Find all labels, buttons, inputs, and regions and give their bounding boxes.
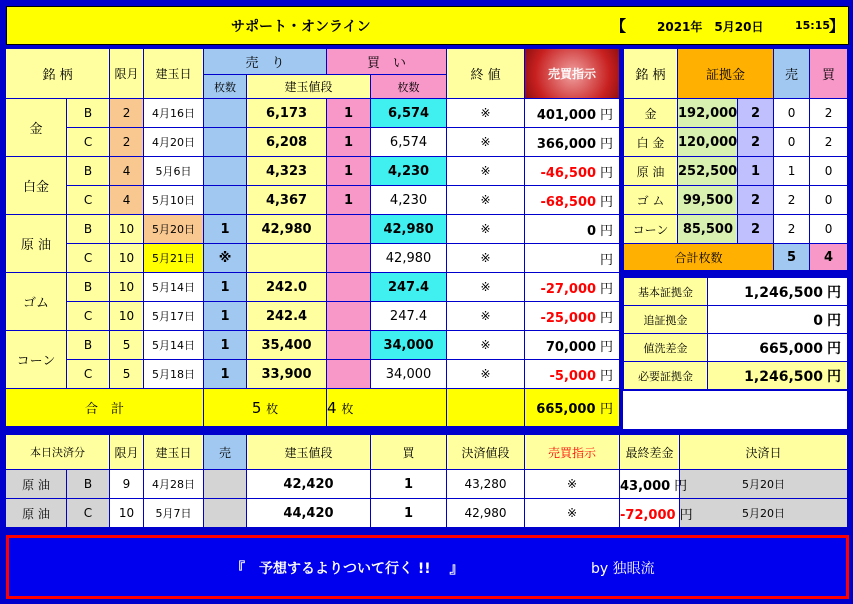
- position-date: 5月17日: [144, 302, 204, 331]
- settle-header-uri: 売: [204, 435, 247, 470]
- settle-name: 原 油: [6, 499, 67, 528]
- yen-unit: 円: [600, 136, 614, 152]
- settle-mark[interactable]: ※: [525, 470, 620, 499]
- position-close: 4,230: [371, 157, 447, 186]
- position-diff: [525, 186, 620, 215]
- position-sell-count: 1: [204, 273, 247, 302]
- position-buy-count: [327, 244, 371, 273]
- position-row: [6, 360, 620, 389]
- position-sell-count: 1: [204, 360, 247, 389]
- position-sell-count: [204, 157, 247, 186]
- total-diff-value: 665,000: [536, 402, 596, 417]
- position-price: 33,900: [247, 360, 327, 389]
- position-month: 5: [110, 331, 144, 360]
- header-tategyokubi: 建玉日: [144, 49, 204, 99]
- position-mark[interactable]: ※: [447, 360, 525, 389]
- position-mark[interactable]: ※: [447, 157, 525, 186]
- settle-price: 42,420: [247, 470, 371, 499]
- position-month: 4: [110, 157, 144, 186]
- position-diff-value: -27,000: [540, 281, 597, 297]
- margin-buy: 0: [810, 157, 848, 186]
- position-type: B: [67, 215, 110, 244]
- margin-buy: 0: [810, 215, 848, 244]
- margin-count: 2: [738, 215, 774, 244]
- group-name: 金: [6, 99, 67, 157]
- settle-header-kessai-nedan: 決済値段: [447, 435, 525, 470]
- total-sell-count: 5: [251, 398, 262, 417]
- position-diff: [525, 302, 620, 331]
- settle-date: 5月7日: [144, 499, 204, 528]
- position-diff: [525, 157, 620, 186]
- position-month: 10: [110, 215, 144, 244]
- positions-table: [5, 48, 620, 427]
- margin-count: 1: [738, 157, 774, 186]
- position-close: 4,230: [371, 186, 447, 215]
- position-date: 5月20日: [144, 215, 204, 244]
- position-row: [6, 128, 620, 157]
- summary-row: [624, 306, 848, 334]
- position-close: 34,000: [371, 360, 447, 389]
- position-mark[interactable]: ※: [447, 302, 525, 331]
- settle-price: 44,420: [247, 499, 371, 528]
- position-row: [6, 331, 620, 360]
- margin-table: [623, 48, 848, 271]
- position-type: B: [67, 273, 110, 302]
- margin-buy: 2: [810, 128, 848, 157]
- settle-sdate: 5月20日: [680, 470, 848, 499]
- total-buy: [327, 389, 447, 427]
- position-type: C: [67, 186, 110, 215]
- summary-value-number: 0: [813, 312, 823, 329]
- date-display: 2021年 5月20日: [657, 20, 764, 34]
- position-diff-value: 70,000: [545, 339, 597, 355]
- yen-unit: 円: [600, 368, 614, 384]
- total-buy-count: 4: [327, 398, 337, 417]
- summary-value-number: 665,000: [759, 340, 823, 357]
- position-row: [6, 186, 620, 215]
- summary-blank: [623, 391, 847, 429]
- right-header-meigara: 銘 柄: [624, 49, 678, 99]
- right-header-uri: 売: [774, 49, 810, 99]
- position-price: 6,208: [247, 128, 327, 157]
- position-buy-count: [327, 331, 371, 360]
- summary-value-number: 1,246,500: [744, 368, 823, 385]
- settle-header-baibai-shiji: 売買指示: [525, 435, 620, 470]
- group-name: 原 油: [6, 215, 67, 273]
- position-price: 35,400: [247, 331, 327, 360]
- position-close: 6,574: [371, 99, 447, 128]
- position-diff-value: -68,500: [540, 194, 597, 210]
- position-month: 4: [110, 186, 144, 215]
- position-date: 4月16日: [144, 99, 204, 128]
- footer-by: by 独眼流: [591, 561, 655, 577]
- margin-name: 金: [624, 99, 678, 128]
- settle-name: 原 油: [6, 470, 67, 499]
- position-close: 247.4: [371, 302, 447, 331]
- position-price: 4,367: [247, 186, 327, 215]
- margin-row: [624, 157, 848, 186]
- position-buy-count: [327, 273, 371, 302]
- summary-label: 必要証拠金: [624, 362, 708, 390]
- position-buy-count: 1: [327, 128, 371, 157]
- yen-unit: 円: [674, 478, 688, 494]
- margin-sell: 1: [774, 157, 810, 186]
- position-mark[interactable]: ※: [447, 331, 525, 360]
- header-baibai-shiji: 売買指示: [525, 49, 620, 99]
- settle-diff: [620, 499, 693, 528]
- margin-sell: 0: [774, 128, 810, 157]
- position-type: C: [67, 244, 110, 273]
- header-meigara: 銘 柄: [6, 49, 110, 99]
- position-diff-value: 401,000: [536, 107, 597, 123]
- settle-buy: 1: [371, 470, 447, 499]
- margin-count: 2: [738, 128, 774, 157]
- margin-name: ゴ ム: [624, 186, 678, 215]
- yen-unit: 円: [600, 165, 614, 181]
- margin-sell: 0: [774, 99, 810, 128]
- yen-unit: 円: [600, 310, 614, 326]
- position-diff: [525, 360, 620, 389]
- position-price: 42,980: [247, 215, 327, 244]
- right-header-kai: 買: [810, 49, 848, 99]
- margin-amount: 99,500: [678, 186, 738, 215]
- summary-row: [624, 362, 848, 390]
- yen-unit: 円: [679, 507, 693, 523]
- position-sell-count: 1: [204, 331, 247, 360]
- position-sell-count: 1: [204, 302, 247, 331]
- settle-diff-value: 43,000: [620, 478, 671, 494]
- header-uri: 売 り: [204, 49, 327, 75]
- bracket-close: 】: [829, 17, 845, 35]
- position-close: 6,574: [371, 128, 447, 157]
- position-date: 5月18日: [144, 360, 204, 389]
- margin-amount: 85,500: [678, 215, 738, 244]
- settlement-table: [5, 434, 848, 528]
- position-month: 2: [110, 99, 144, 128]
- position-row: [6, 99, 620, 128]
- settle-type: B: [67, 470, 110, 499]
- margin-amount: 120,000: [678, 128, 738, 157]
- title-bar: [6, 6, 849, 45]
- position-month: 2: [110, 128, 144, 157]
- footer-banner: [6, 535, 849, 599]
- summary-label: 基本証拠金: [624, 278, 708, 306]
- total-label: 合 計: [6, 389, 204, 427]
- settle-header-saishu-sakin: 最終差金: [620, 435, 680, 470]
- yen-unit: 円: [600, 252, 614, 268]
- position-price: 242.0: [247, 273, 327, 302]
- settle-price-close: 42,980: [447, 499, 525, 528]
- footer-slogan: 『 予想するよりついて行く !! 』: [231, 561, 464, 577]
- app-title: サポート・オンライン: [231, 19, 371, 35]
- position-mark[interactable]: ※: [447, 273, 525, 302]
- yen-unit: 円: [827, 368, 841, 385]
- settle-header-tategyoku-nedan: 建玉値段: [247, 435, 371, 470]
- settle-sell: [204, 499, 247, 528]
- margin-row: [624, 99, 848, 128]
- position-type: C: [67, 302, 110, 331]
- position-mark[interactable]: ※: [447, 244, 525, 273]
- summary-value: [708, 362, 848, 390]
- yen-unit: 円: [600, 339, 614, 355]
- position-row: [6, 244, 620, 273]
- group-name: ゴム: [6, 273, 67, 331]
- yen-unit: 円: [600, 281, 614, 297]
- settle-sell: [204, 470, 247, 499]
- group-name: 白金: [6, 157, 67, 215]
- position-price: 6,173: [247, 99, 327, 128]
- margin-sell: 2: [774, 215, 810, 244]
- position-buy-count: 1: [327, 99, 371, 128]
- yen-unit: 円: [600, 223, 614, 239]
- summary-row: [624, 334, 848, 362]
- position-buy-count: 1: [327, 157, 371, 186]
- position-sell-count: ※: [204, 244, 247, 273]
- position-close: 34,000: [371, 331, 447, 360]
- yen-unit: 円: [827, 312, 841, 329]
- summary-value: [708, 334, 848, 362]
- position-mark[interactable]: ※: [447, 186, 525, 215]
- position-row: [6, 157, 620, 186]
- header-maisu-sell: 枚数: [204, 75, 247, 99]
- settlement-row: [6, 499, 848, 528]
- position-sell-count: 1: [204, 215, 247, 244]
- margin-amount: 192,000: [678, 99, 738, 128]
- position-date: 5月14日: [144, 273, 204, 302]
- settle-header-label: 本日決済分: [6, 435, 110, 470]
- right-header-shokokin: 証拠金: [678, 49, 774, 99]
- summary-value: [708, 306, 848, 334]
- margin-row: [624, 186, 848, 215]
- header-kai: 買 い: [327, 49, 447, 75]
- position-month: 10: [110, 273, 144, 302]
- header-maisu-buy: 枚数: [371, 75, 447, 99]
- settle-sdate: 5月20日: [680, 499, 848, 528]
- yen-unit: 円: [600, 107, 614, 123]
- margin-buy: 0: [810, 186, 848, 215]
- time-display: 15:15: [795, 19, 831, 32]
- total-diff: [525, 389, 620, 427]
- margin-name: 白 金: [624, 128, 678, 157]
- settle-header-gengetsu: 限月: [110, 435, 144, 470]
- settle-buy: 1: [371, 499, 447, 528]
- total-sell: [204, 389, 327, 427]
- position-type: B: [67, 157, 110, 186]
- position-type: B: [67, 99, 110, 128]
- position-type: C: [67, 360, 110, 389]
- settle-month: 9: [110, 470, 144, 499]
- position-diff: [525, 273, 620, 302]
- settle-price-close: 43,280: [447, 470, 525, 499]
- position-diff: [525, 128, 620, 157]
- yen-unit: 円: [600, 194, 614, 210]
- right-total-buy: 4: [810, 244, 848, 271]
- position-month: 5: [110, 360, 144, 389]
- position-buy-count: [327, 215, 371, 244]
- yen-unit: 円: [600, 402, 614, 417]
- position-price: [247, 244, 327, 273]
- position-date: 4月20日: [144, 128, 204, 157]
- settle-type: C: [67, 499, 110, 528]
- position-buy-count: [327, 360, 371, 389]
- position-mark[interactable]: ※: [447, 215, 525, 244]
- right-total-label: 合計枚数: [624, 244, 774, 271]
- position-buy-count: 1: [327, 186, 371, 215]
- position-mark[interactable]: ※: [447, 128, 525, 157]
- header-gengetsu: 限月: [110, 49, 144, 99]
- position-diff: [525, 244, 620, 273]
- summary-value: [708, 278, 848, 306]
- position-sell-count: [204, 99, 247, 128]
- summary-label: 追証拠金: [624, 306, 708, 334]
- summary-label: 値洗差金: [624, 334, 708, 362]
- settlement-row: [6, 470, 848, 499]
- position-diff: [525, 215, 620, 244]
- header-owarine: 終 値: [447, 49, 525, 99]
- position-diff-value: 0: [586, 223, 597, 239]
- position-type: B: [67, 331, 110, 360]
- position-month: 10: [110, 302, 144, 331]
- margin-count: 2: [738, 186, 774, 215]
- summary-table: [623, 277, 848, 390]
- total-buy-unit: 枚: [341, 401, 354, 416]
- position-diff-value: 366,000: [536, 136, 597, 152]
- settle-header-kai: 買: [371, 435, 447, 470]
- position-date: 5月21日: [144, 244, 204, 273]
- position-diff-value: -25,000: [540, 310, 597, 326]
- position-diff: [525, 331, 620, 360]
- settle-month: 10: [110, 499, 144, 528]
- position-buy-count: [327, 302, 371, 331]
- position-month: 10: [110, 244, 144, 273]
- position-sell-count: [204, 128, 247, 157]
- header-tategyoku-nedan: 建玉値段: [247, 75, 371, 99]
- margin-name: コーン: [624, 215, 678, 244]
- position-row: [6, 215, 620, 244]
- settle-mark[interactable]: ※: [525, 499, 620, 528]
- bracket-open: 【: [611, 17, 627, 35]
- position-date: 5月10日: [144, 186, 204, 215]
- position-diff-value: -46,500: [540, 165, 597, 181]
- position-close: 247.4: [371, 273, 447, 302]
- margin-count: 2: [738, 99, 774, 128]
- position-row: [6, 302, 620, 331]
- group-name: コーン: [6, 331, 67, 389]
- position-diff: [525, 99, 620, 128]
- yen-unit: 円: [827, 340, 841, 357]
- position-price: 4,323: [247, 157, 327, 186]
- settle-diff-value: -72,000: [620, 507, 676, 523]
- position-date: 5月14日: [144, 331, 204, 360]
- settle-header-kessaibi: 決済日: [680, 435, 848, 470]
- margin-buy: 2: [810, 99, 848, 128]
- margin-amount: 252,500: [678, 157, 738, 186]
- position-sell-count: [204, 186, 247, 215]
- position-row: [6, 273, 620, 302]
- margin-name: 原 油: [624, 157, 678, 186]
- margin-sell: 2: [774, 186, 810, 215]
- margin-row: [624, 215, 848, 244]
- summary-row: [624, 278, 848, 306]
- summary-value-number: 1,246,500: [744, 284, 823, 301]
- settle-header-tategyokubi: 建玉日: [144, 435, 204, 470]
- settle-date: 4月28日: [144, 470, 204, 499]
- position-close: 42,980: [371, 215, 447, 244]
- position-mark[interactable]: ※: [447, 99, 525, 128]
- right-total-sell: 5: [774, 244, 810, 271]
- total-sell-unit: 枚: [266, 401, 279, 416]
- margin-row: [624, 128, 848, 157]
- settle-diff: [620, 470, 688, 499]
- position-price: 242.4: [247, 302, 327, 331]
- position-type: C: [67, 128, 110, 157]
- yen-unit: 円: [827, 284, 841, 301]
- position-diff-value: -5,000: [549, 368, 597, 384]
- position-close: 42,980: [371, 244, 447, 273]
- position-date: 5月6日: [144, 157, 204, 186]
